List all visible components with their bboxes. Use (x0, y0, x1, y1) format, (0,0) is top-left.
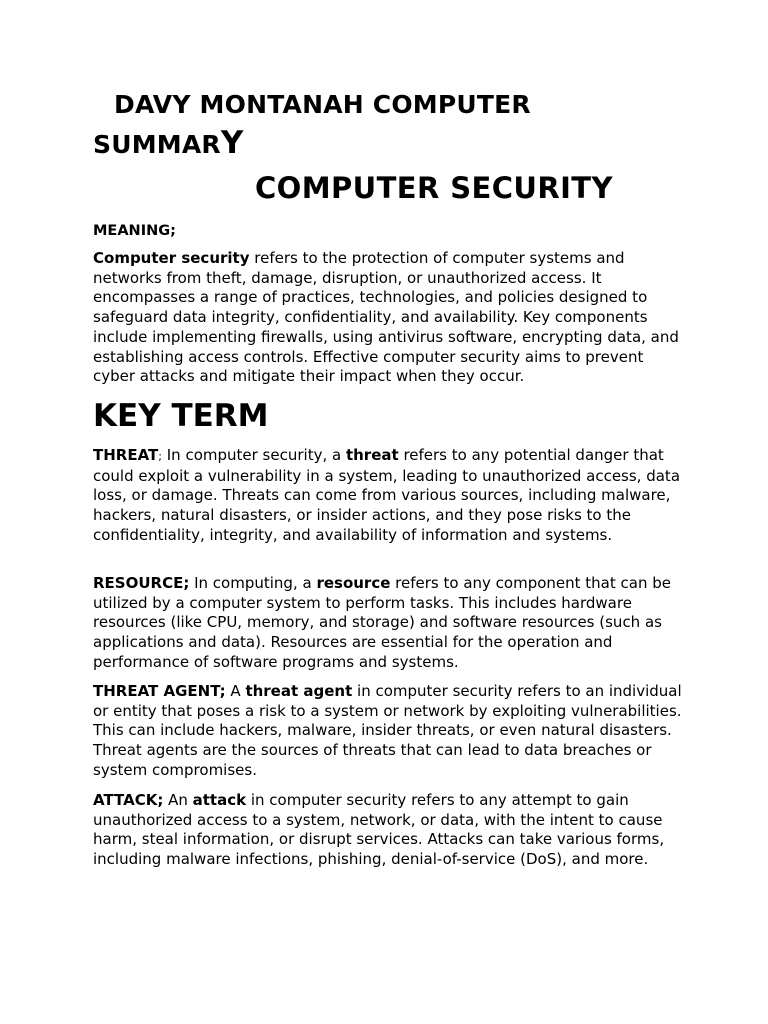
term-paragraph-resource (93, 574, 683, 673)
term-text: in computer security refers to an individual or entity that poses a risk to a system or network by exploiting vulnerabilities. This can include hackers, malware, insider threats, or even natural disasters. Threat agents are the sources of threats that can lead to data breaches or system compromises. (93, 682, 682, 779)
meaning-term: Computer security (93, 249, 250, 267)
term-paragraph-attack (93, 791, 683, 870)
term-pre: In computer security, a (161, 446, 346, 464)
meaning-paragraph (93, 249, 683, 387)
term-separator: ; (158, 450, 162, 463)
key-term-heading: KEY TERM (93, 398, 269, 434)
term-label: THREAT (93, 446, 159, 464)
term-keyword: attack (192, 791, 247, 809)
term-text: refers to any potential danger that could exploit a vulnerability in a system, leading to unauthorized access, data loss, or damage. Threats can come from various sources, including malware, hackers, natural disasters, or insider actions, and they pose risks to the confidentiality, integrity, and availability of information and systems. (93, 446, 681, 544)
term-keyword: threat agent (245, 682, 353, 700)
term-label: THREAT AGENT; (93, 682, 226, 700)
term-pre: In computing, a (189, 574, 317, 592)
meaning-text: refers to the protection of computer systems and networks from theft, damage, disruption, or unauthorized access. It encompasses a range of practices, technologies, and policies designed to safeguard data integrity, confidentiality, and availability. Key components include implementing firewalls, using antivirus software, encrypting data, and establishing access controls. Effective computer security aims to prevent cyber attacks and mitigate their impact when they occur. (93, 249, 679, 386)
term-paragraph-threat (93, 446, 683, 546)
title-line-2-last-letter: Y (220, 125, 244, 161)
title-line-1: DAVY MONTANAH COMPUTER (114, 90, 531, 119)
term-label: ATTACK; (93, 791, 164, 809)
term-keyword: resource (316, 574, 391, 592)
term-keyword: threat (345, 446, 399, 464)
meaning-label: MEANING; (93, 223, 176, 239)
title-line-2: SUMMAR (93, 130, 221, 159)
term-paragraph-threat-agent (93, 682, 683, 781)
document-title (93, 86, 693, 164)
section-title: COMPUTER SECURITY (255, 171, 613, 205)
term-text: in computer security refers to any attempt to gain unauthorized access to a system, network, or data, with the intent to cause harm, steal information, or disrupt services. Attacks can take various forms, including malware infections, phishing, denial-of-service (DoS), and more. (93, 791, 665, 869)
term-text: refers to any component that can be utilized by a computer system to perform tasks. This includes hardware resources (like CPU, memory, and storage) and software resources (such as applications and data). Resources are essential for the operation and performance of software programs and systems. (93, 574, 671, 671)
term-pre: A (225, 682, 246, 700)
term-pre: An (163, 791, 193, 809)
term-label: RESOURCE; (93, 574, 190, 592)
